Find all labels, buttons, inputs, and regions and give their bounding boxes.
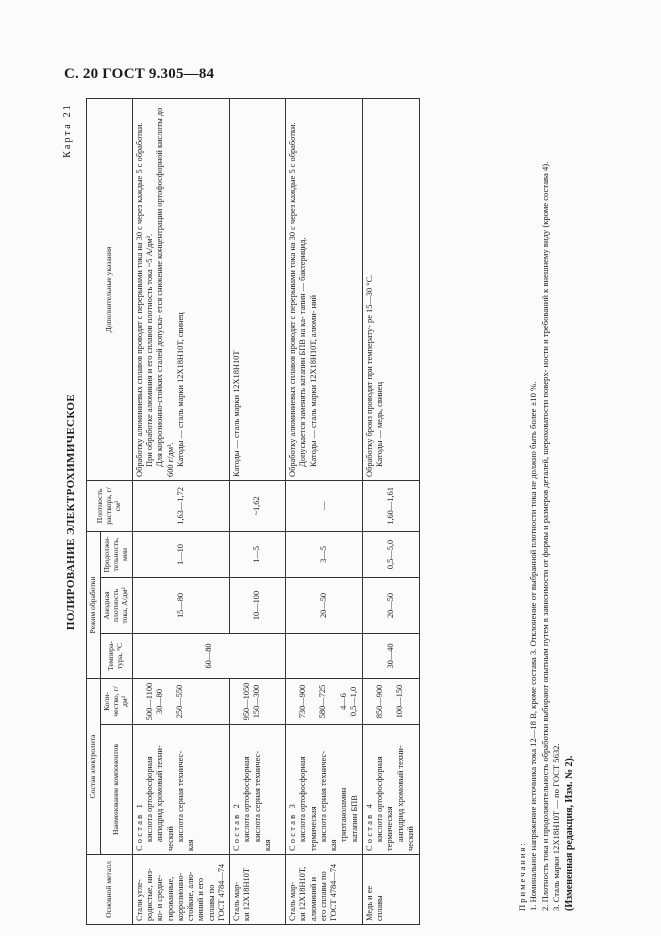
map-label: Карта 21 bbox=[62, 103, 73, 158]
table-row bbox=[230, 98, 286, 924]
current-density-cell: 20—50 bbox=[362, 577, 419, 633]
composition-title: Состав 3 bbox=[288, 801, 298, 851]
header-current-density: Анодная плотность тока, А/дм² bbox=[100, 577, 132, 633]
density-cell: — bbox=[286, 480, 363, 531]
density-cell: ~1,62 bbox=[230, 480, 286, 531]
components-cell: Состав 1 кислота ортофосфорная ангидрид хромовый техни- ческий кислота серная техничес- кая bbox=[132, 725, 229, 855]
notes-cell: Обработку бронз проводят при температу- ре 15—30 °С. Катоды — медь, свинец bbox=[362, 98, 419, 480]
page-header: С. 20 ГОСТ 9.305—84 bbox=[64, 66, 215, 82]
table-notes bbox=[517, 103, 577, 921]
components-cell: Состав 3 кислота ортофосфорная термическая кислота серная техничес- кая триэтаноламин катапин БПВ bbox=[286, 725, 363, 855]
base-metal-cell: Медь и ее сплавы bbox=[362, 855, 419, 925]
header-mode: Режим обработки bbox=[87, 531, 101, 678]
header-component-name: Наименование компонентов bbox=[100, 725, 132, 855]
current-density-cell: 15—80 bbox=[132, 577, 229, 633]
duration-cell: 1—5 bbox=[230, 531, 286, 577]
table-row bbox=[362, 98, 419, 924]
density-cell: 1,63—1,72 bbox=[132, 480, 229, 531]
composition-title: Состав 2 bbox=[232, 801, 242, 851]
temperature-cell: 60—80 bbox=[132, 633, 285, 678]
duration-cell: 0,5—5,0 bbox=[362, 531, 419, 577]
composition-title: Состав 4 bbox=[364, 801, 374, 851]
quantity-cell: 500—1100 30—80 250—550 bbox=[132, 678, 229, 724]
rotated-content bbox=[62, 99, 618, 925]
header-duration: Продолжи- тельность, мин bbox=[100, 531, 132, 577]
base-metal-cell: Сталь мар- ки 12Х18Н10Т, алюминий и его сплавы по ГОСТ 4784—74 bbox=[286, 855, 363, 925]
electropolishing-table bbox=[86, 98, 420, 925]
header-notes: Дополнительные указания bbox=[87, 98, 133, 480]
quantity-cell: 850—900 100—150 bbox=[362, 678, 419, 724]
notes-cell: Катоды — сталь марки 12Х18Н10Т bbox=[230, 98, 286, 480]
header-quantity: Коли- чество, г/дм³ bbox=[100, 678, 132, 724]
table-row bbox=[132, 98, 229, 924]
density-cell: 1,60—1,61 bbox=[362, 480, 419, 531]
amendment-note: (Измененная редакция, Изм. № 2). bbox=[564, 755, 576, 911]
components-cell: Состав 2 кислота ортофосфорная кислота серная техничес- кая bbox=[230, 725, 286, 855]
notes-title: Примечания: bbox=[517, 841, 527, 911]
note-item: 2. Плотность тока и продолжительность обработки выбирают опытным путем в зависимости от формы и размеров деталей, шероховатости поверх- ности и требований к внешнему виду (кроме состава 4). bbox=[539, 161, 550, 911]
header-density: Плотность раствора, г/см³ bbox=[87, 480, 133, 531]
table-row bbox=[286, 98, 363, 924]
current-density-cell: 20—50 bbox=[286, 577, 363, 633]
composition-title: Состав 1 bbox=[134, 801, 144, 851]
duration-cell: 3—5 bbox=[286, 531, 363, 577]
temperature-cell bbox=[286, 633, 363, 678]
header-base-metal: Основной металл bbox=[87, 855, 133, 925]
header-temperature: Темпера- тура, °С bbox=[100, 633, 132, 678]
notes-cell: Обработку алюминиевых сплавов проводят с перерывами тока на 30 с через каждые 5 с обработки. Допускается заменять катапин БПВ на ка- тапин — бактерицид. Катоды — сталь марки 12Х18Н10Т, алюми- ний bbox=[286, 98, 363, 480]
header-electrolyte: Состав электролита bbox=[87, 678, 101, 854]
note-item: 1. Номинальное напряжение источника тока 12—18 В, кроме состава 3. Отклонение от выбранной плотности тока не должно быть более ±10 %. bbox=[528, 381, 539, 911]
document-title: ПОЛИРОВАНИЕ ЭЛЕКТРОХИМИЧЕСКОЕ bbox=[65, 393, 77, 631]
temperature-cell: 30—40 bbox=[362, 633, 419, 678]
current-density-cell: 10—100 bbox=[230, 577, 286, 633]
quantity-cell: 950—1050 150—300 bbox=[230, 678, 286, 724]
components-cell: Состав 4 кислота ортофосфорная термическая ангидрид хромовый техни- ческий bbox=[362, 725, 419, 855]
quantity-cell: 730—900 580—725 4—6 0,5—1,0 bbox=[286, 678, 363, 724]
base-metal-cell: Стали угле- родистые, низ- ко- и средне- гированные, коррозионно- стойкие, алю- миний и его сплавы по ГОСТ 4784—74 bbox=[132, 855, 229, 925]
base-metal-cell: Сталь мар- ки 12Х18Н10Т bbox=[230, 855, 286, 925]
note-item: 3. Сталь марки 12Х18Н10Т — по ГОСТ 5632. bbox=[551, 743, 562, 911]
notes-cell: Обработку алюминиевых сплавов проводят с перерывами тока на 30 с через каждые 5 с обработки. При обработке алюминия и его сплавов плотность тока ~5 А/дм². Для коррозионно-стойких сталей допуска- ется снижение концентрации ортофосфорной кислоты до 600 г/дм³. Катоды — сталь марки 12Х18Н10Т, свинец bbox=[132, 98, 229, 480]
duration-cell: 1—10 bbox=[132, 531, 229, 577]
